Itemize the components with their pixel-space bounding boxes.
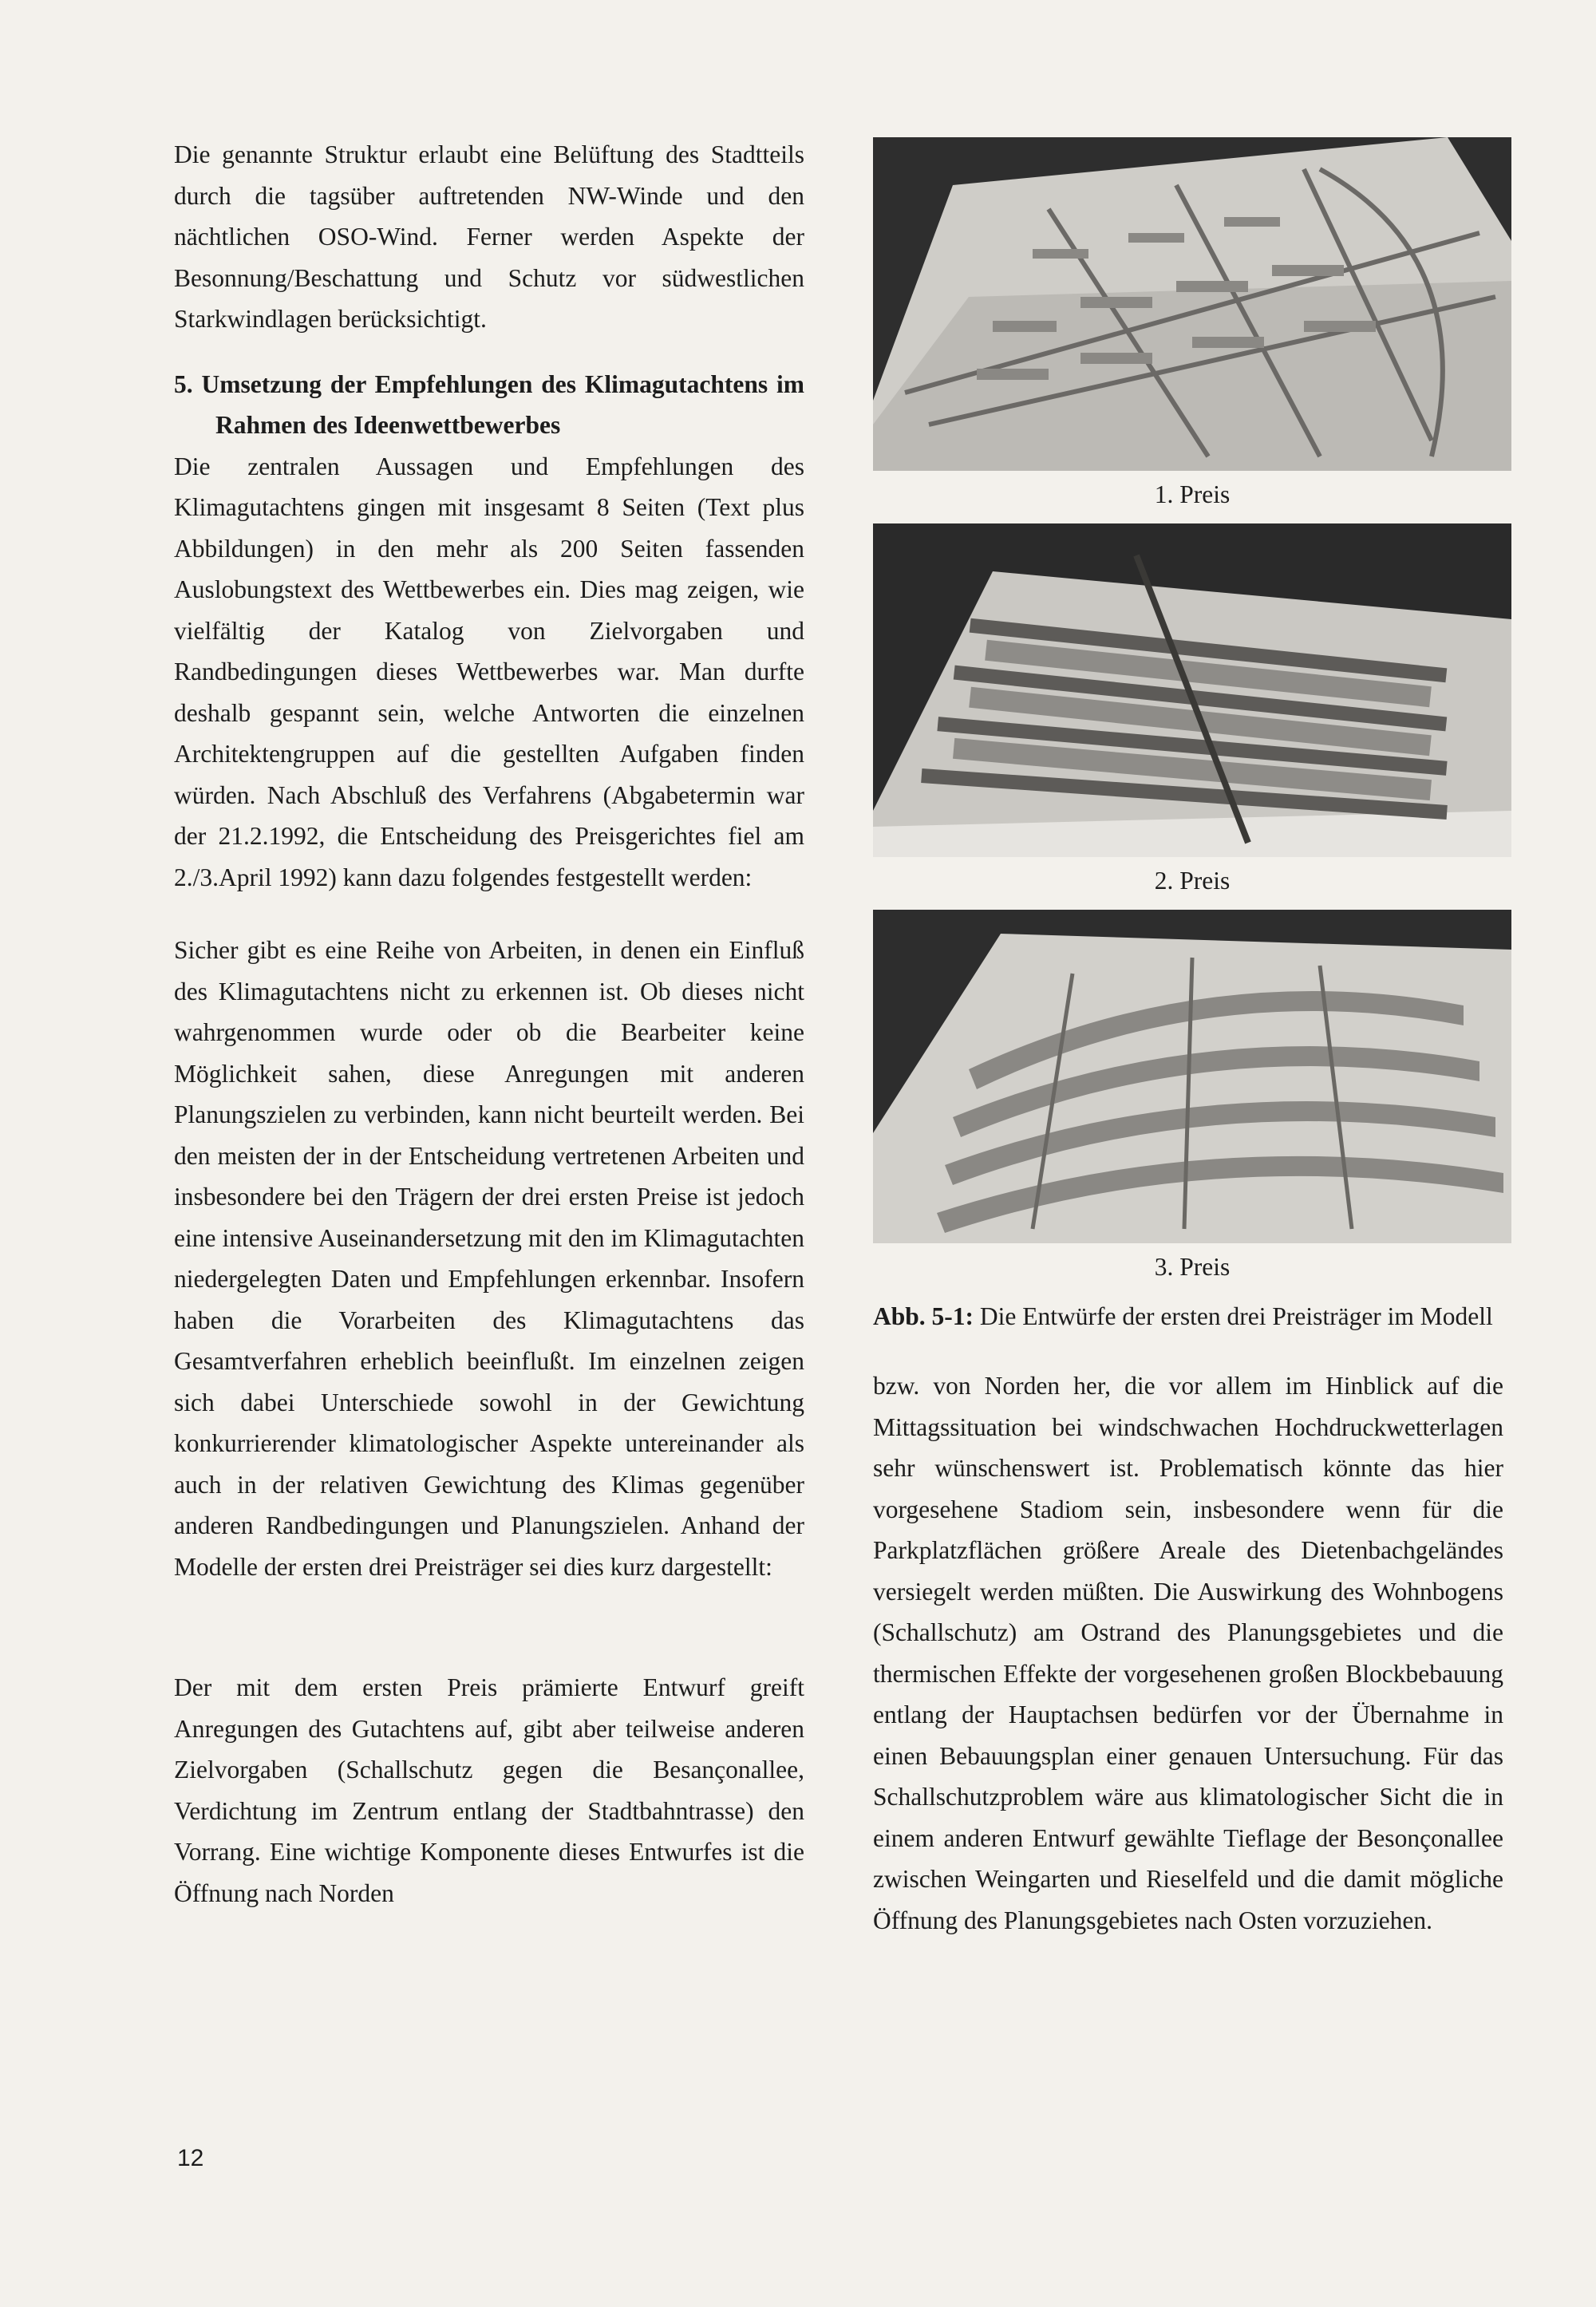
- paragraph: Die genannte Struktur erlaubt eine Belüftung des Stadtteils durch die tagsüber auftretenden NW-Winde und den nächtlichen OSO-Wind. Ferner werden Aspekte der Besonnung/Beschattung und Schutz vor südwestlichen Starkwindlagen berücksichtigt.: [174, 140, 804, 333]
- model-photo-1: [873, 137, 1511, 471]
- figure-preis-3: [873, 910, 1511, 1283]
- figure-caption: 1. Preis: [1154, 480, 1231, 508]
- page-number: 12: [177, 2145, 204, 2171]
- figure-label: Abb. 5-1:: [873, 1302, 974, 1330]
- model-photo-2: [873, 523, 1511, 857]
- figure-preis-2: [873, 523, 1511, 897]
- figure-caption-text: Die Entwürfe der ersten drei Preisträger im Modell: [974, 1302, 1493, 1330]
- section-heading: 5. Umsetzung der Empfehlungen des Klimagutachtens im Rahmen des Ideenwettbewerbes: [174, 369, 804, 439]
- right-column: [873, 137, 1503, 1941]
- model-photo-3: [873, 910, 1511, 1243]
- paragraph: Der mit dem ersten Preis prämierte Entwurf greift Anregungen des Gutachtens auf, gibt aber teilweise anderen Zielvorgaben (Schallschutz gegen die Besançonallee, Verdichtung im Zentrum entlang der Stadtbahntrasse) den Vorrang. Eine wichtige Komponente dieses Entwurfes ist die Öffnung nach Norden: [174, 1673, 804, 1907]
- figure-caption: 3. Preis: [1154, 1253, 1231, 1281]
- figure-main-caption: [873, 1296, 1503, 1337]
- figure-preis-1: [873, 137, 1511, 511]
- paragraph: bzw. von Norden her, die vor allem im Hinblick auf die Mittagssituation bei windschwachen Hochdruckwetterlagen sehr wünschenswert ist. Problematisch könnte das hier vorgesehene Stadiom sein, insbesondere wenn für die Parkplatzflächen größere Areale des Dietenbachgeländes versiegelt werden müßten. Die Auswirkung des Wohnbogens (Schallschutz) am Ostrand des Planungsgebietes und die thermischen Effekte der vorgesehenen großen Blockbebauung entlang der Hauptachsen bedürfen vor der Übernahme in einen Bebauungsplan einer genauen Untersuchung. Für das Schallschutzproblem wäre aus klimatologischer Sicht die in einem anderen Entwurf gewählte Tieflage der Besonçonallee zwischen Weingarten und Rieselfeld und die damit mögliche Öffnung des Planungsgebietes nach Osten vorzuziehen.: [873, 1372, 1503, 1934]
- left-column: [174, 134, 804, 1914]
- figure-caption: 2. Preis: [1154, 867, 1231, 895]
- paragraph: Die zentralen Aussagen und Empfehlungen des Klimagutachtens gingen mit insgesamt 8 Seiten (Text plus Abbildungen) in den mehr als 200 Seiten fassenden Auslobungstext des Wettbewerbes ein. Dies mag zeigen, wie vielfältig der Katalog von Zielvorgaben und Randbedingungen dieses Wettbewerbes war. Man durfte deshalb gespannt sein, welche Antworten die einzelnen Architektengruppen auf die gestellten Aufgaben finden würden. Nach Abschluß des Verfahrens (Abgabetermin war der 21.2.1992, die Entscheidung des Preisgerichtes fiel am 2./3.April 1992) kann dazu folgendes festgestellt werden:: [174, 452, 804, 891]
- paragraph: Sicher gibt es eine Reihe von Arbeiten, in denen ein Einfluß des Klimagutachtens nicht zu erkennen ist. Ob dieses nicht wahrgenommen wurde oder ob die Bearbeiter keine Möglichkeit sahen, diese Anregungen mit anderen Planungszielen zu verbinden, kann nicht beurteilt werden. Bei den meisten der in der Entscheidung vertretenen Arbeiten und insbesondere bei den Trägern der drei ersten Preise ist jedoch eine intensive Auseinandersetzung mit den im Klimagutachten niedergelegten Daten und Empfehlungen erkennbar. Insofern haben die Vorarbeiten des Klimagutachtens das Gesamtverfahren erheblich beeinflußt. Im einzelnen zeigen sich dabei Unterschiede sowohl in der Gewichtung konkurrierender klimatologischer Aspekte untereinander als auch in der relativen Gewichtung des Klimas gegenüber anderen Randbedingungen und Planungszielen. Anhand der Modelle der ersten drei Preisträger sei dies kurz dargestellt:: [174, 936, 804, 1581]
- right-text: [873, 1365, 1503, 1941]
